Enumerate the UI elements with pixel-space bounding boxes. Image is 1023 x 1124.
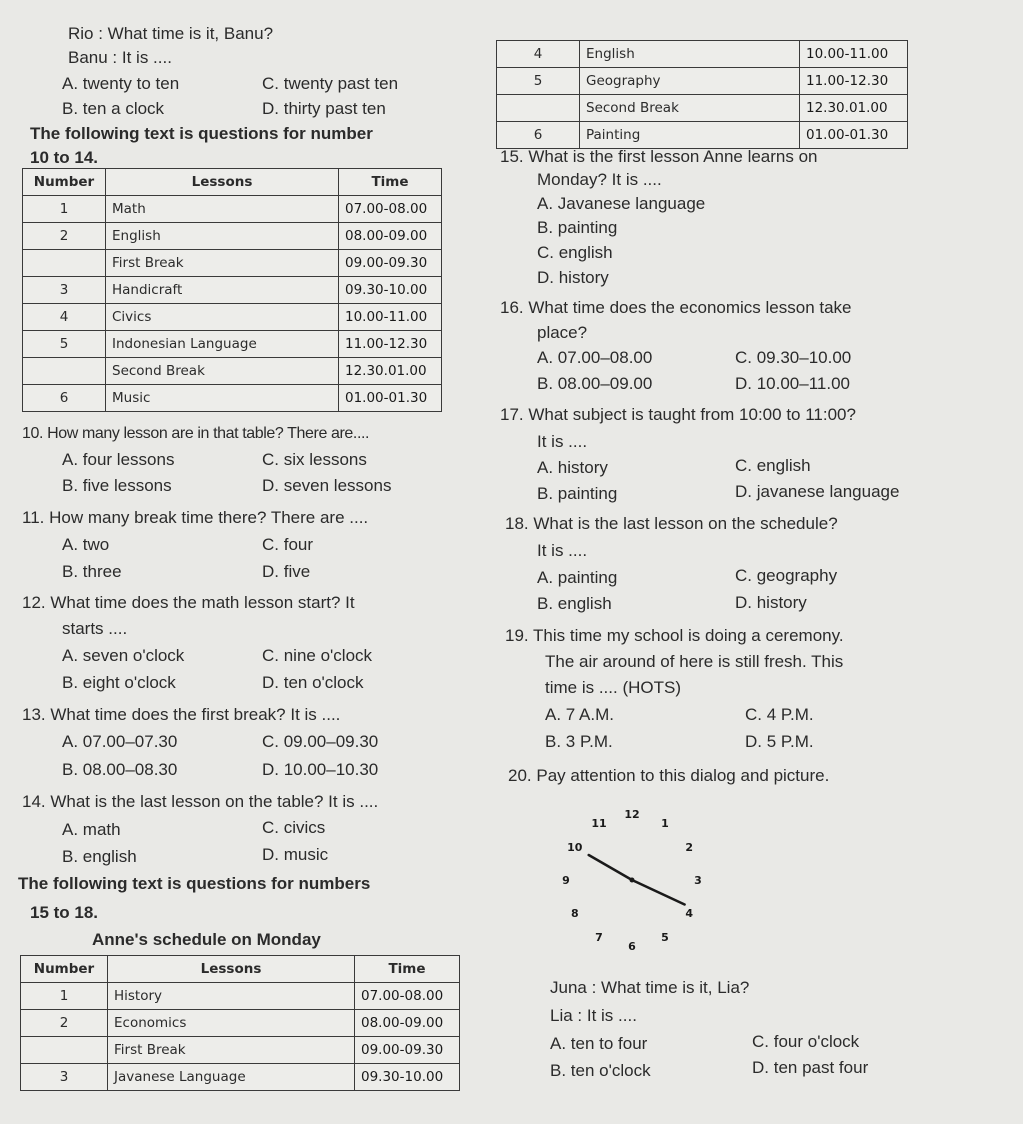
table-row — [23, 277, 442, 304]
question-14: 14. What is the last lesson on the table? It is .... — [22, 792, 379, 811]
table-row — [497, 68, 908, 95]
schedule-table-continued — [496, 40, 908, 149]
header-lessons: Lessons — [106, 169, 339, 196]
cell-num — [497, 95, 580, 122]
intro-10-14-line1: The following text is questions for number — [30, 124, 373, 143]
cell-lesson: English — [580, 41, 800, 68]
q18-option-d: D. history — [735, 593, 807, 612]
q10-option-d: D. seven lessons — [262, 476, 392, 495]
cell-num: 3 — [21, 1064, 108, 1091]
q16-option-b: B. 08.00–09.00 — [537, 374, 653, 393]
question-19-line3: time is .... (HOTS) — [545, 678, 681, 697]
cell-time: 11.00-12.30 — [800, 68, 908, 95]
option-a: A. twenty to ten — [62, 74, 180, 93]
question-15-cont: Monday? It is .... — [537, 170, 662, 189]
q19-option-d: D. 5 P.M. — [745, 732, 814, 751]
q12-option-d: D. ten o'clock — [262, 673, 364, 692]
clock-number: 1 — [661, 816, 669, 830]
cell-lesson: Indonesian Language — [106, 331, 339, 358]
q11-option-a: A. two — [62, 535, 110, 554]
cell-time: 01.00-01.30 — [339, 385, 442, 412]
q12-option-c: C. nine o'clock — [262, 646, 373, 665]
clock-number: 12 — [624, 808, 640, 821]
q17-option-d: D. javanese language — [735, 482, 900, 501]
table-row — [21, 983, 460, 1010]
cell-num — [21, 1037, 108, 1064]
q16-option-d: D. 10.00–11.00 — [735, 374, 850, 393]
clock-number: 6 — [628, 940, 636, 953]
q12-option-a: A. seven o'clock — [62, 646, 185, 665]
q20-option-c: C. four o'clock — [752, 1032, 860, 1051]
dialog-rio-line: Rio : What time is it, Banu? — [68, 24, 274, 43]
table-row — [23, 223, 442, 250]
question-15: 15. What is the first lesson Anne learns on — [500, 147, 818, 166]
table-row — [23, 385, 442, 412]
table-row — [23, 358, 442, 385]
cell-lesson: Math — [106, 196, 339, 223]
question-11: 11. How many break time there? There are .... — [22, 508, 369, 527]
cell-lesson: Geography — [580, 68, 800, 95]
cell-num: 6 — [23, 385, 106, 412]
q20-option-a: A. ten to four — [550, 1034, 648, 1053]
cell-num: 1 — [21, 983, 108, 1010]
q17-option-a: A. history — [537, 458, 608, 477]
intro-10-14-line2: 10 to 14. — [30, 148, 99, 167]
question-13: 13. What time does the first break? It is .... — [22, 705, 341, 724]
dialog-lia-line: Lia : It is .... — [550, 1006, 637, 1025]
cell-num: 2 — [21, 1010, 108, 1037]
cell-time: 12.30.01.00 — [800, 95, 908, 122]
q10-option-b: B. five lessons — [62, 476, 172, 495]
q15-option-d: D. history — [537, 268, 609, 287]
table-row — [21, 1037, 460, 1064]
anne-schedule-table — [20, 955, 460, 1091]
cell-lesson: Handicraft — [106, 277, 339, 304]
clock-minute-hand — [589, 855, 632, 880]
cell-time: 10.00-11.00 — [339, 304, 442, 331]
q13-option-a: A. 07.00–07.30 — [62, 732, 178, 751]
header-number: Number — [23, 169, 106, 196]
cell-num: 3 — [23, 277, 106, 304]
q17-option-c: C. english — [735, 456, 811, 475]
cell-lesson: History — [108, 983, 355, 1010]
question-12-cont: starts .... — [62, 619, 128, 638]
clock-hour-hand — [632, 880, 685, 905]
table-row — [21, 1064, 460, 1091]
cell-lesson: Painting — [580, 122, 800, 149]
clock-center-dot — [630, 878, 635, 883]
cell-time: 10.00-11.00 — [800, 41, 908, 68]
option-c: C. twenty past ten — [262, 74, 399, 93]
cell-lesson: First Break — [108, 1037, 355, 1064]
question-19-line1: 19. This time my school is doing a ceremony. — [505, 626, 844, 645]
clock-number: 4 — [685, 907, 694, 920]
q18-option-a: A. painting — [537, 568, 618, 587]
q20-option-d: D. ten past four — [752, 1058, 869, 1077]
q14-option-a: A. math — [62, 820, 121, 839]
cell-num: 1 — [23, 196, 106, 223]
anne-header-time: Time — [355, 956, 460, 983]
cell-time: 07.00-08.00 — [355, 983, 460, 1010]
option-d: D. thirty past ten — [262, 99, 386, 118]
q19-option-a: A. 7 A.M. — [545, 705, 614, 724]
question-19-line2: The air around of here is still fresh. This — [545, 652, 844, 671]
cell-num — [23, 358, 106, 385]
intro-15-18-line1: The following text is questions for numbers — [18, 874, 371, 893]
cell-lesson: Second Break — [106, 358, 339, 385]
q13-option-b: B. 08.00–08.30 — [62, 760, 178, 779]
cell-time: 01.00-01.30 — [800, 122, 908, 149]
schedule-table-main — [22, 168, 442, 412]
clock-icon — [547, 795, 717, 965]
question-20: 20. Pay attention to this dialog and picture. — [508, 766, 830, 785]
anne-schedule-title: Anne's schedule on Monday — [92, 930, 321, 949]
cell-num: 4 — [497, 41, 580, 68]
q11-option-c: C. four — [262, 535, 314, 554]
question-10: 10. How many lesson are in that table? There are.... — [22, 425, 370, 442]
cell-num: 4 — [23, 304, 106, 331]
cell-num — [23, 250, 106, 277]
table-row — [23, 304, 442, 331]
q19-option-b: B. 3 P.M. — [545, 732, 613, 751]
q11-option-b: B. three — [62, 562, 122, 581]
cell-time: 09.30-10.00 — [339, 277, 442, 304]
table-row — [23, 250, 442, 277]
cell-num: 6 — [497, 122, 580, 149]
question-18: 18. What is the last lesson on the schedule? — [505, 514, 838, 533]
cell-time: 08.00-09.00 — [339, 223, 442, 250]
cell-lesson: Music — [106, 385, 339, 412]
cell-time: 08.00-09.00 — [355, 1010, 460, 1037]
clock-number: 7 — [595, 931, 603, 945]
q15-option-b: B. painting — [537, 218, 618, 237]
question-18-cont: It is .... — [537, 541, 588, 560]
cell-lesson: Second Break — [580, 95, 800, 122]
q17-option-b: B. painting — [537, 484, 618, 503]
cell-num: 5 — [497, 68, 580, 95]
q19-option-c: C. 4 P.M. — [745, 705, 814, 724]
q15-option-a: A. Javanese language — [537, 194, 706, 213]
q13-option-c: C. 09.00–09.30 — [262, 732, 379, 751]
table-row — [497, 95, 908, 122]
table-row — [23, 196, 442, 223]
cell-lesson: English — [106, 223, 339, 250]
dialog-juna-line: Juna : What time is it, Lia? — [550, 978, 750, 997]
q18-option-c: C. geography — [735, 566, 838, 585]
q14-option-d: D. music — [262, 845, 329, 864]
cell-num: 2 — [23, 223, 106, 250]
q13-option-d: D. 10.00–10.30 — [262, 760, 379, 779]
q20-option-b: B. ten o'clock — [550, 1061, 651, 1080]
question-17: 17. What subject is taught from 10:00 to 11:00? — [500, 405, 856, 424]
table-row — [497, 41, 908, 68]
q16-option-c: C. 09.30–10.00 — [735, 348, 852, 367]
cell-time: 09.00-09.30 — [339, 250, 442, 277]
clock-number: 8 — [570, 907, 579, 920]
cell-time: 07.00-08.00 — [339, 196, 442, 223]
cell-time: 09.30-10.00 — [355, 1064, 460, 1091]
cell-num: 5 — [23, 331, 106, 358]
clock-number: 11 — [591, 816, 607, 830]
cell-lesson: Economics — [108, 1010, 355, 1037]
q14-option-b: B. english — [62, 847, 137, 866]
q12-option-b: B. eight o'clock — [62, 673, 176, 692]
intro-15-18-line2: 15 to 18. — [30, 903, 99, 922]
anne-header-lessons: Lessons — [108, 956, 355, 983]
dialog-banu-line: Banu : It is .... — [68, 48, 172, 67]
clock-number: 3 — [694, 874, 702, 887]
option-b: B. ten a clock — [62, 99, 165, 118]
header-time: Time — [339, 169, 442, 196]
cell-lesson: Javanese Language — [108, 1064, 355, 1091]
question-16: 16. What time does the economics lesson take — [500, 298, 852, 317]
cell-lesson: First Break — [106, 250, 339, 277]
q18-option-b: B. english — [537, 594, 612, 613]
q11-option-d: D. five — [262, 562, 311, 581]
clock-number: 5 — [661, 931, 669, 945]
cell-time: 11.00-12.30 — [339, 331, 442, 358]
q15-option-c: C. english — [537, 243, 613, 262]
anne-header-number: Number — [21, 956, 108, 983]
q10-option-a: A. four lessons — [62, 450, 175, 469]
question-16-cont: place? — [537, 323, 588, 342]
table-row — [21, 1010, 460, 1037]
table-row — [23, 331, 442, 358]
cell-time: 09.00-09.30 — [355, 1037, 460, 1064]
table-row — [497, 122, 908, 149]
clock-number: 9 — [562, 874, 570, 887]
question-12: 12. What time does the math lesson start? It — [22, 593, 355, 612]
cell-time: 12.30.01.00 — [339, 358, 442, 385]
question-17-cont: It is .... — [537, 432, 588, 451]
clock-number: 2 — [685, 841, 694, 854]
q14-option-c: C. civics — [262, 818, 326, 837]
clock-number: 10 — [567, 841, 583, 854]
cell-lesson: Civics — [106, 304, 339, 331]
q10-option-c: C. six lessons — [262, 450, 367, 469]
q16-option-a: A. 07.00–08.00 — [537, 348, 653, 367]
